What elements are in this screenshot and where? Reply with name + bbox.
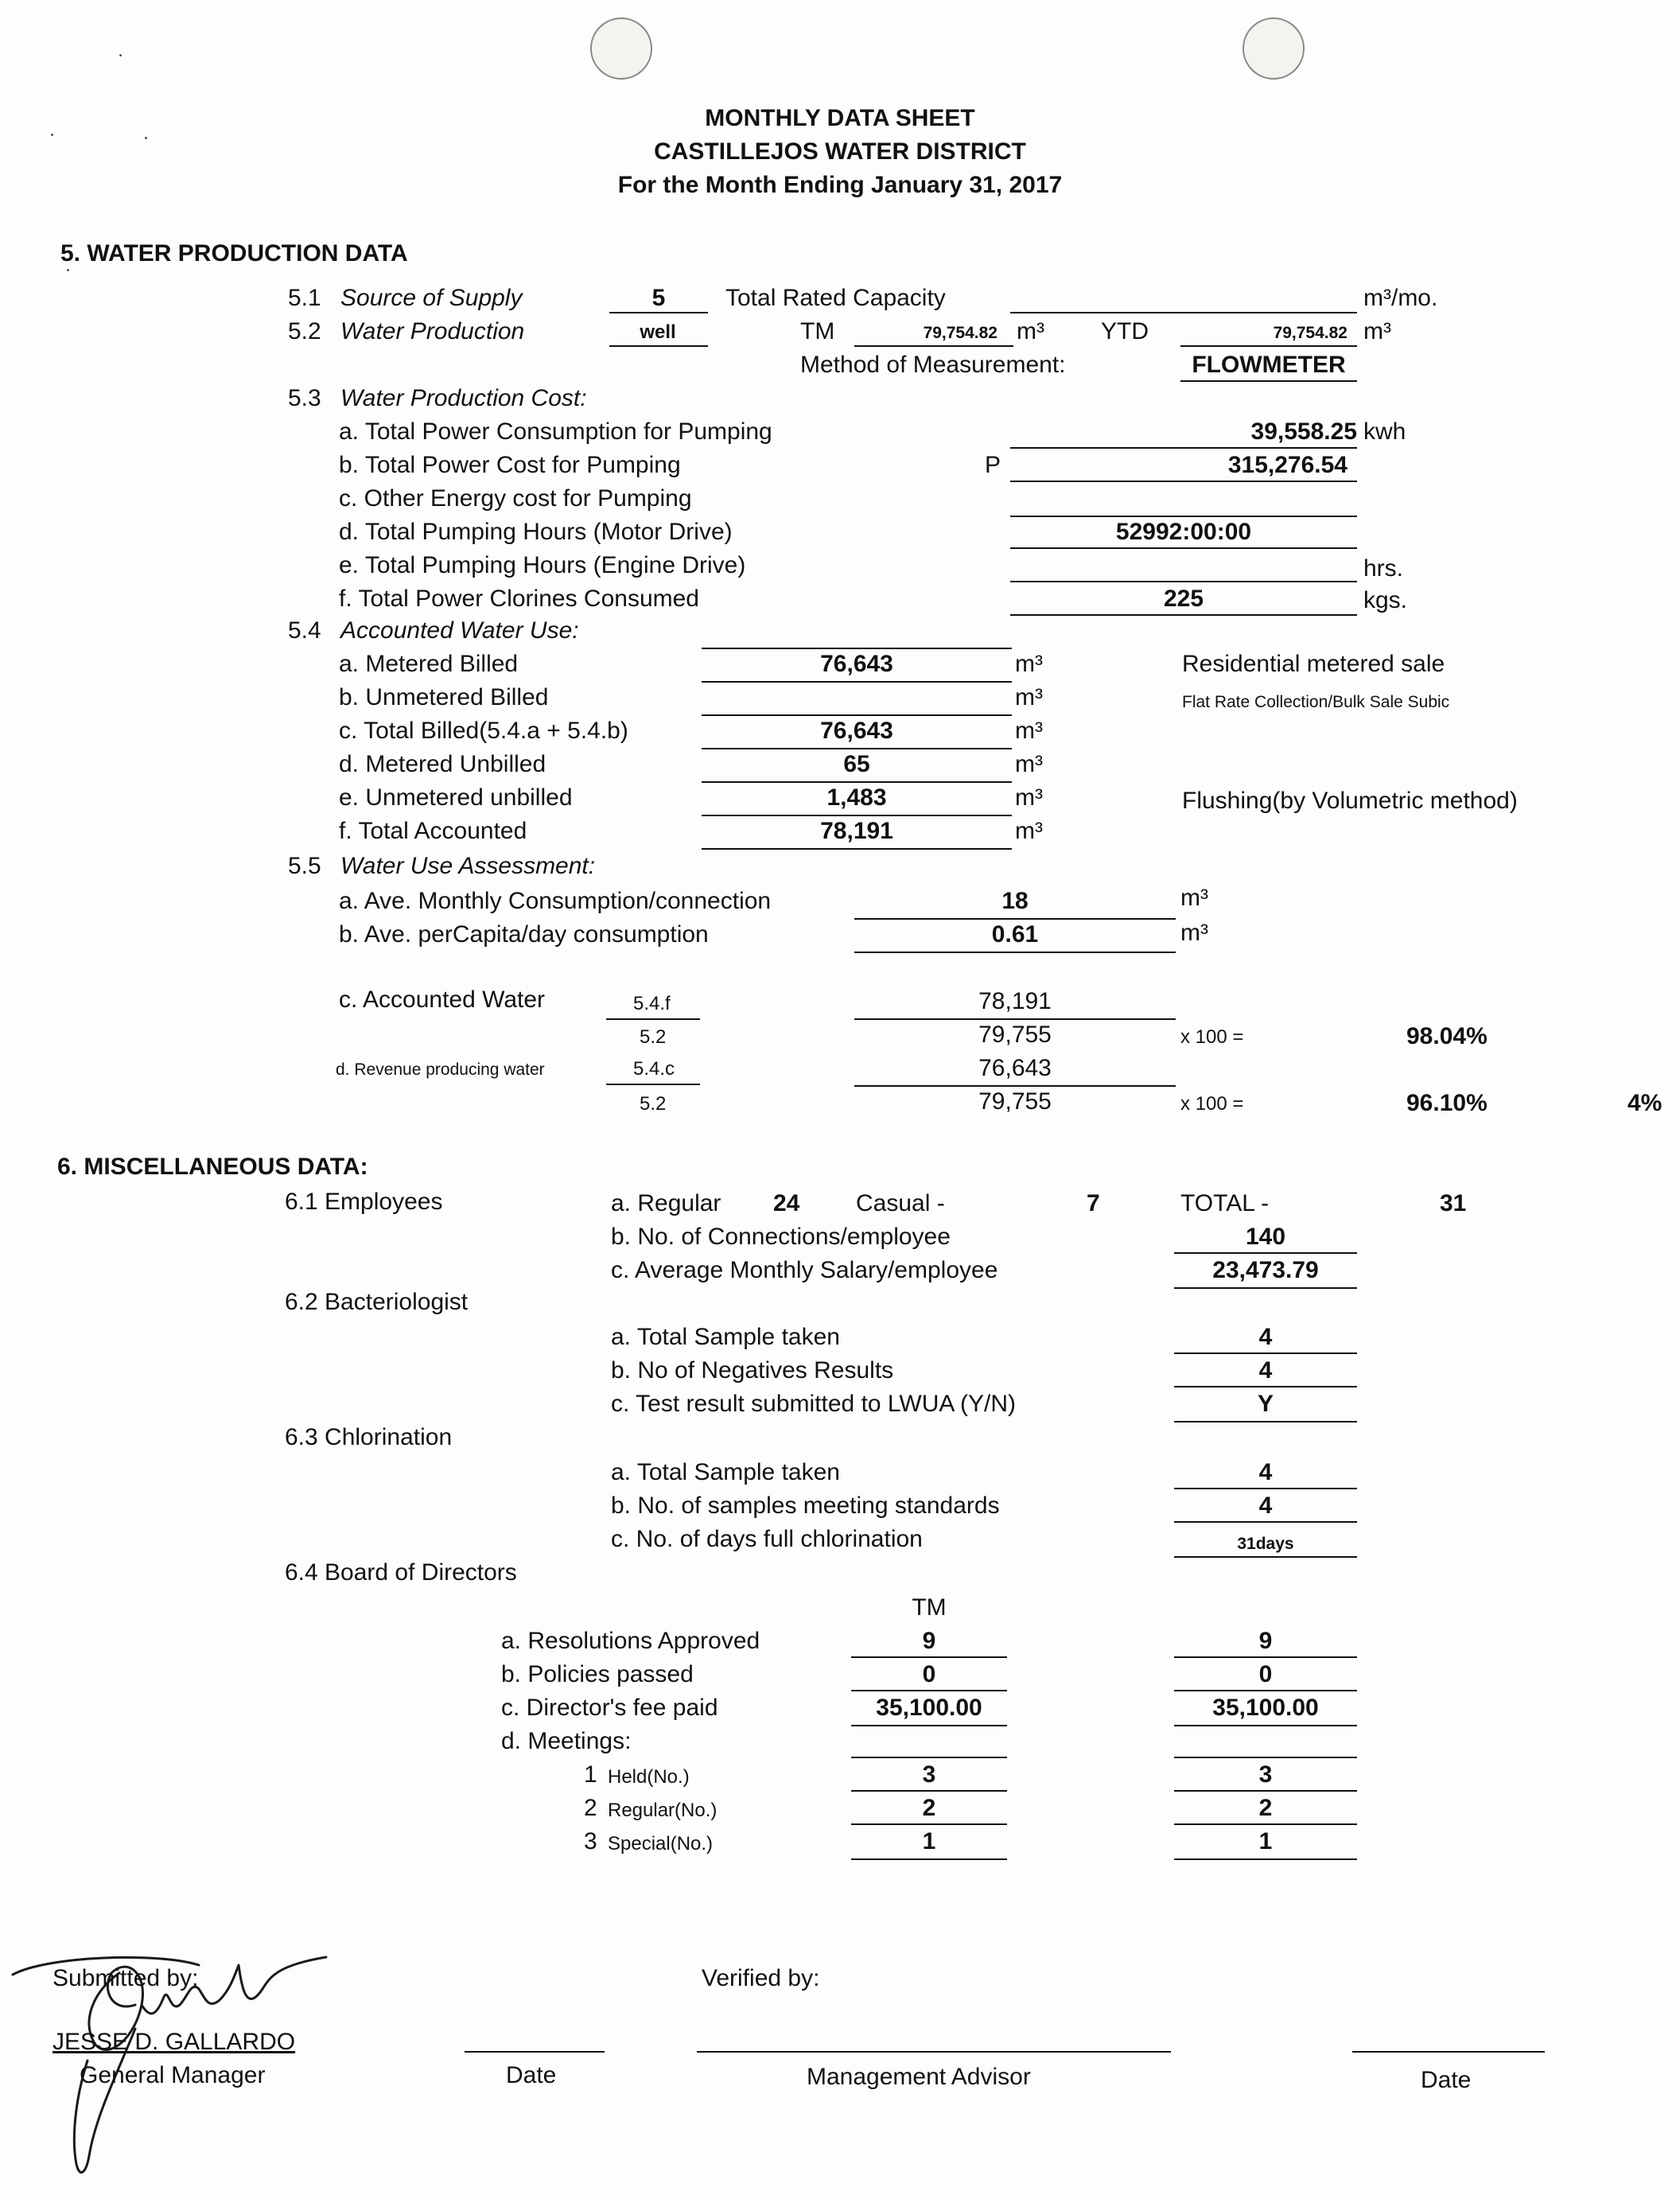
item-5-4-number: 5.4 (288, 617, 321, 644)
underline (851, 1823, 1007, 1825)
sheet-title: MONTHLY DATA SHEET (705, 105, 975, 131)
total-billed-label: c. Total Billed(5.4.a + 5.4.b) (339, 718, 628, 744)
underline (702, 848, 1012, 850)
total-billed-value: 76,643 (820, 718, 893, 744)
underline (854, 345, 1013, 347)
connections-per-employee-value: 140 (1245, 1224, 1286, 1250)
fraction-bar (606, 1084, 700, 1085)
chlor-standards-label: b. No. of samples meeting standards (611, 1493, 1000, 1519)
revenue-water-denominator: 79,755 (978, 1088, 1052, 1115)
bact-negatives-label: b. No of Negatives Results (611, 1357, 894, 1384)
cubic-meter-unit: m³ (1015, 651, 1043, 677)
item-5-3-label: Water Production Cost: (340, 385, 587, 411)
ytd-production-value: 79,754.82 (1273, 324, 1348, 342)
resolutions-label: a. Resolutions Approved (501, 1628, 760, 1654)
underline (1010, 481, 1357, 482)
bacteriologist-label: 6.2 Bacteriologist (285, 1289, 469, 1315)
underline (1010, 547, 1357, 549)
unmetered-billed-label: b. Unmetered Billed (339, 684, 549, 710)
verified-by-label: Verified by: (702, 1965, 820, 1991)
speck (119, 54, 122, 56)
underline (702, 815, 1012, 816)
underline (702, 681, 1012, 683)
item-5-5-number: 5.5 (288, 853, 321, 879)
directors-fee-label: c. Director's fee paid (501, 1695, 718, 1721)
power-consumption-value: 39,558.25 (1250, 418, 1357, 445)
tm-unit: m³ (1017, 318, 1044, 344)
submitter-name: JESSE D. GALLARDO (52, 2029, 296, 2055)
underline (1174, 1556, 1357, 1558)
chlorination-label: 6.3 Chlorination (285, 1424, 453, 1450)
bact-negatives-value: 4 (1258, 1357, 1273, 1384)
underline (702, 748, 1012, 749)
ave-salary-label: c. Average Monthly Salary/employee (611, 1257, 998, 1283)
metered-billed-value: 76,643 (820, 651, 893, 677)
meeting-2-number: 2 (584, 1795, 597, 1821)
total-accounted-label: f. Total Accounted (339, 818, 527, 844)
kwh-unit: kwh (1363, 418, 1406, 445)
casual-label: Casual - (856, 1190, 945, 1216)
water-production-type: well (640, 321, 676, 343)
underline (1174, 1790, 1357, 1792)
meeting-special-ytd: 1 (1258, 1828, 1273, 1854)
section-5-heading: 5. WATER PRODUCTION DATA (60, 240, 408, 267)
metered-billed-note: Residential metered sale (1182, 651, 1445, 677)
cubic-meter-unit: m³ (1015, 684, 1043, 710)
metered-billed-label: a. Metered Billed (339, 651, 519, 677)
clorines-value: 225 (1163, 586, 1204, 612)
underline (702, 781, 1012, 783)
chlor-samples-value: 4 (1258, 1459, 1273, 1485)
source-of-supply-value: 5 (651, 285, 666, 311)
speck (51, 134, 53, 136)
cubic-meter-unit: m³ (1180, 885, 1208, 911)
accounted-water-denominator: 79,755 (978, 1022, 1052, 1048)
underline (609, 312, 708, 313)
total-label: TOTAL - (1180, 1190, 1270, 1216)
ytd-label: YTD (1101, 318, 1149, 344)
item-5-3-number: 5.3 (288, 385, 321, 411)
item-5-2-number: 5.2 (288, 318, 321, 344)
underline (1174, 1287, 1357, 1289)
cubic-meter-unit: m³ (1015, 718, 1043, 744)
chlor-days-label: c. No. of days full chlorination (611, 1526, 923, 1552)
kgs-unit: kgs. (1363, 587, 1408, 613)
resolutions-tm: 9 (922, 1628, 936, 1654)
signature-line (465, 2051, 605, 2053)
verifier-title: Management Advisor (807, 2064, 1031, 2090)
engine-hours-label: e. Total Pumping Hours (Engine Drive) (339, 552, 746, 578)
directors-fee-ytd: 35,100.00 (1212, 1695, 1319, 1721)
total-accounted-value: 78,191 (820, 818, 893, 844)
underline (854, 918, 1176, 920)
binder-hole-right (1242, 18, 1305, 80)
total-employees: 31 (1440, 1190, 1467, 1216)
underline (1174, 1757, 1357, 1758)
fraction-bar (854, 1018, 1176, 1020)
regular-count: 24 (773, 1190, 800, 1216)
meeting-special-label: Special(No.) (608, 1833, 714, 1854)
fraction-bar (606, 1018, 700, 1020)
method-value: FLOWMETER (1192, 352, 1346, 378)
underline (1174, 1421, 1357, 1422)
chlor-days-value: 31days (1237, 1535, 1294, 1553)
meeting-held-ytd: 3 (1258, 1761, 1273, 1788)
metered-unbilled-label: d. Metered Unbilled (339, 751, 546, 777)
chlor-standards-value: 4 (1258, 1493, 1273, 1519)
bact-samples-label: a. Total Sample taken (611, 1324, 840, 1350)
cubic-meter-unit: m³ (1015, 751, 1043, 777)
power-cost-label: b. Total Power Cost for Pumping (339, 452, 681, 478)
cubic-meter-unit: m³ (1015, 784, 1043, 811)
regular-label: a. Regular (611, 1190, 721, 1216)
meeting-regular-tm: 2 (922, 1795, 936, 1821)
per-capita-label: b. Ave. perCapita/day consumption (339, 921, 709, 948)
item-5-1-label: Source of Supply (340, 285, 523, 311)
policies-ytd: 0 (1258, 1661, 1273, 1687)
metered-unbilled-value: 65 (843, 751, 870, 777)
underline (851, 1725, 1007, 1726)
underline (1010, 447, 1357, 449)
cubic-meter-unit: m³ (1180, 920, 1208, 946)
power-cost-value: 315,276.54 (1227, 452, 1348, 478)
accounted-water-label: c. Accounted Water (339, 987, 546, 1013)
meeting-3-number: 3 (584, 1828, 597, 1854)
speck (145, 137, 147, 139)
underline (702, 714, 1012, 716)
underline (1174, 1521, 1357, 1523)
policies-tm: 0 (922, 1661, 936, 1687)
times-100: x 100 = (1180, 1093, 1244, 1115)
item-5-1-number: 5.1 (288, 285, 321, 311)
lwua-submitted-label: c. Test result submitted to LWUA (Y/N) (611, 1391, 1017, 1417)
underline (1174, 1690, 1357, 1691)
section-6-heading: 6. MISCELLANEOUS DATA: (57, 1154, 368, 1180)
numerator-ref: 5.4.c (633, 1058, 675, 1080)
unmetered-unbilled-note: Flushing(by Volumetric method) (1182, 788, 1518, 814)
revenue-water-result: 96.10% (1406, 1090, 1488, 1116)
underline (1180, 380, 1357, 382)
peso-sign: P (985, 452, 1001, 478)
times-100: x 100 = (1180, 1026, 1244, 1048)
other-energy-label: c. Other Energy cost for Pumping (339, 485, 692, 512)
underline (1010, 581, 1357, 582)
employees-label: 6.1 Employees (285, 1189, 443, 1215)
underline (1174, 1488, 1357, 1489)
date-label-1: Date (506, 2062, 557, 2088)
policies-label: b. Policies passed (501, 1661, 694, 1687)
cubic-meter-unit: m³ (1015, 818, 1043, 844)
fraction-bar (854, 1085, 1176, 1087)
item-5-4-label: Accounted Water Use: (340, 617, 579, 644)
underline (851, 1858, 1007, 1860)
denominator-ref: 5.2 (640, 1093, 667, 1115)
underline (1174, 1823, 1357, 1825)
meetings-label: d. Meetings: (501, 1728, 632, 1754)
underline (1174, 1656, 1357, 1658)
casual-count: 7 (1087, 1190, 1100, 1216)
submitted-by-label: Submitted by: (52, 1965, 199, 1991)
clorines-label: f. Total Power Clorines Consumed (339, 586, 699, 612)
denominator-ref: 5.2 (640, 1026, 667, 1048)
meeting-regular-ytd: 2 (1258, 1795, 1273, 1821)
underline (854, 952, 1176, 953)
meeting-held-tm: 3 (922, 1761, 936, 1788)
ave-monthly-value: 18 (1001, 888, 1029, 914)
revenue-water-numerator: 76,643 (978, 1055, 1052, 1081)
bact-samples-value: 4 (1258, 1324, 1273, 1350)
underline (1174, 1725, 1357, 1726)
per-capita-value: 0.61 (991, 921, 1039, 948)
tm-column-header: TM (912, 1594, 947, 1621)
underline (1010, 516, 1357, 517)
accounted-water-numerator: 78,191 (978, 988, 1052, 1014)
meeting-1-number: 1 (584, 1761, 597, 1788)
rated-capacity-unit: m³/mo. (1363, 285, 1438, 311)
unmetered-unbilled-label: e. Unmetered unbilled (339, 784, 573, 811)
underline (702, 648, 1012, 649)
period-line: For the Month Ending January 31, 2017 (617, 172, 1063, 198)
chlor-samples-label: a. Total Sample taken (611, 1459, 840, 1485)
board-label: 6.4 Board of Directors (285, 1559, 517, 1586)
district-name: CASTILLEJOS WATER DISTRICT (654, 138, 1026, 165)
numerator-ref: 5.4.f (633, 993, 671, 1014)
submitter-title: General Manager (80, 2062, 266, 2088)
revenue-water-label: d. Revenue producing water (336, 1061, 545, 1079)
underline (1174, 1858, 1357, 1860)
meeting-special-tm: 1 (922, 1828, 936, 1854)
method-label: Method of Measurement: (800, 352, 1066, 378)
underline (851, 1757, 1007, 1758)
motor-hours-value: 52992:00:00 (1115, 519, 1252, 545)
tm-production-value: 79,754.82 (923, 324, 998, 342)
binder-hole-left (590, 18, 652, 80)
date-label-2: Date (1421, 2067, 1472, 2093)
signature-line (1352, 2051, 1545, 2053)
underline (851, 1790, 1007, 1792)
meeting-held-label: Held(No.) (608, 1766, 690, 1788)
lwua-submitted-value: Y (1257, 1391, 1274, 1417)
meeting-regular-label: Regular(No.) (608, 1800, 718, 1821)
underline (1010, 312, 1357, 313)
directors-fee-tm: 35,100.00 (876, 1695, 982, 1721)
ave-monthly-label: a. Ave. Monthly Consumption/connection (339, 888, 772, 914)
power-consumption-label: a. Total Power Consumption for Pumping (339, 418, 772, 445)
underline (1174, 1352, 1357, 1354)
resolutions-ytd: 9 (1258, 1628, 1273, 1654)
motor-hours-label: d. Total Pumping Hours (Motor Drive) (339, 519, 733, 545)
non-revenue-percent: 4% (1628, 1090, 1662, 1116)
accounted-water-result: 98.04% (1406, 1023, 1488, 1049)
connections-per-employee-label: b. No. of Connections/employee (611, 1224, 951, 1250)
underline (609, 345, 708, 347)
tm-label: TM (800, 318, 835, 344)
unmetered-billed-note: Flat Rate Collection/Bulk Sale Subic (1182, 693, 1450, 711)
underline (1180, 345, 1357, 347)
signature-line (697, 2051, 1171, 2053)
underline (1010, 614, 1357, 616)
item-5-5-label: Water Use Assessment: (340, 853, 596, 879)
hrs-unit: hrs. (1363, 555, 1404, 582)
rated-capacity-label: Total Rated Capacity (725, 285, 946, 311)
item-5-2-label: Water Production (340, 318, 525, 344)
underline (1174, 1386, 1357, 1387)
underline (851, 1656, 1007, 1658)
ave-salary-value: 23,473.79 (1212, 1257, 1319, 1283)
speck (67, 269, 69, 271)
underline (1174, 1252, 1357, 1254)
unmetered-unbilled-value: 1,483 (826, 784, 887, 811)
ytd-unit: m³ (1363, 318, 1391, 344)
underline (851, 1690, 1007, 1691)
